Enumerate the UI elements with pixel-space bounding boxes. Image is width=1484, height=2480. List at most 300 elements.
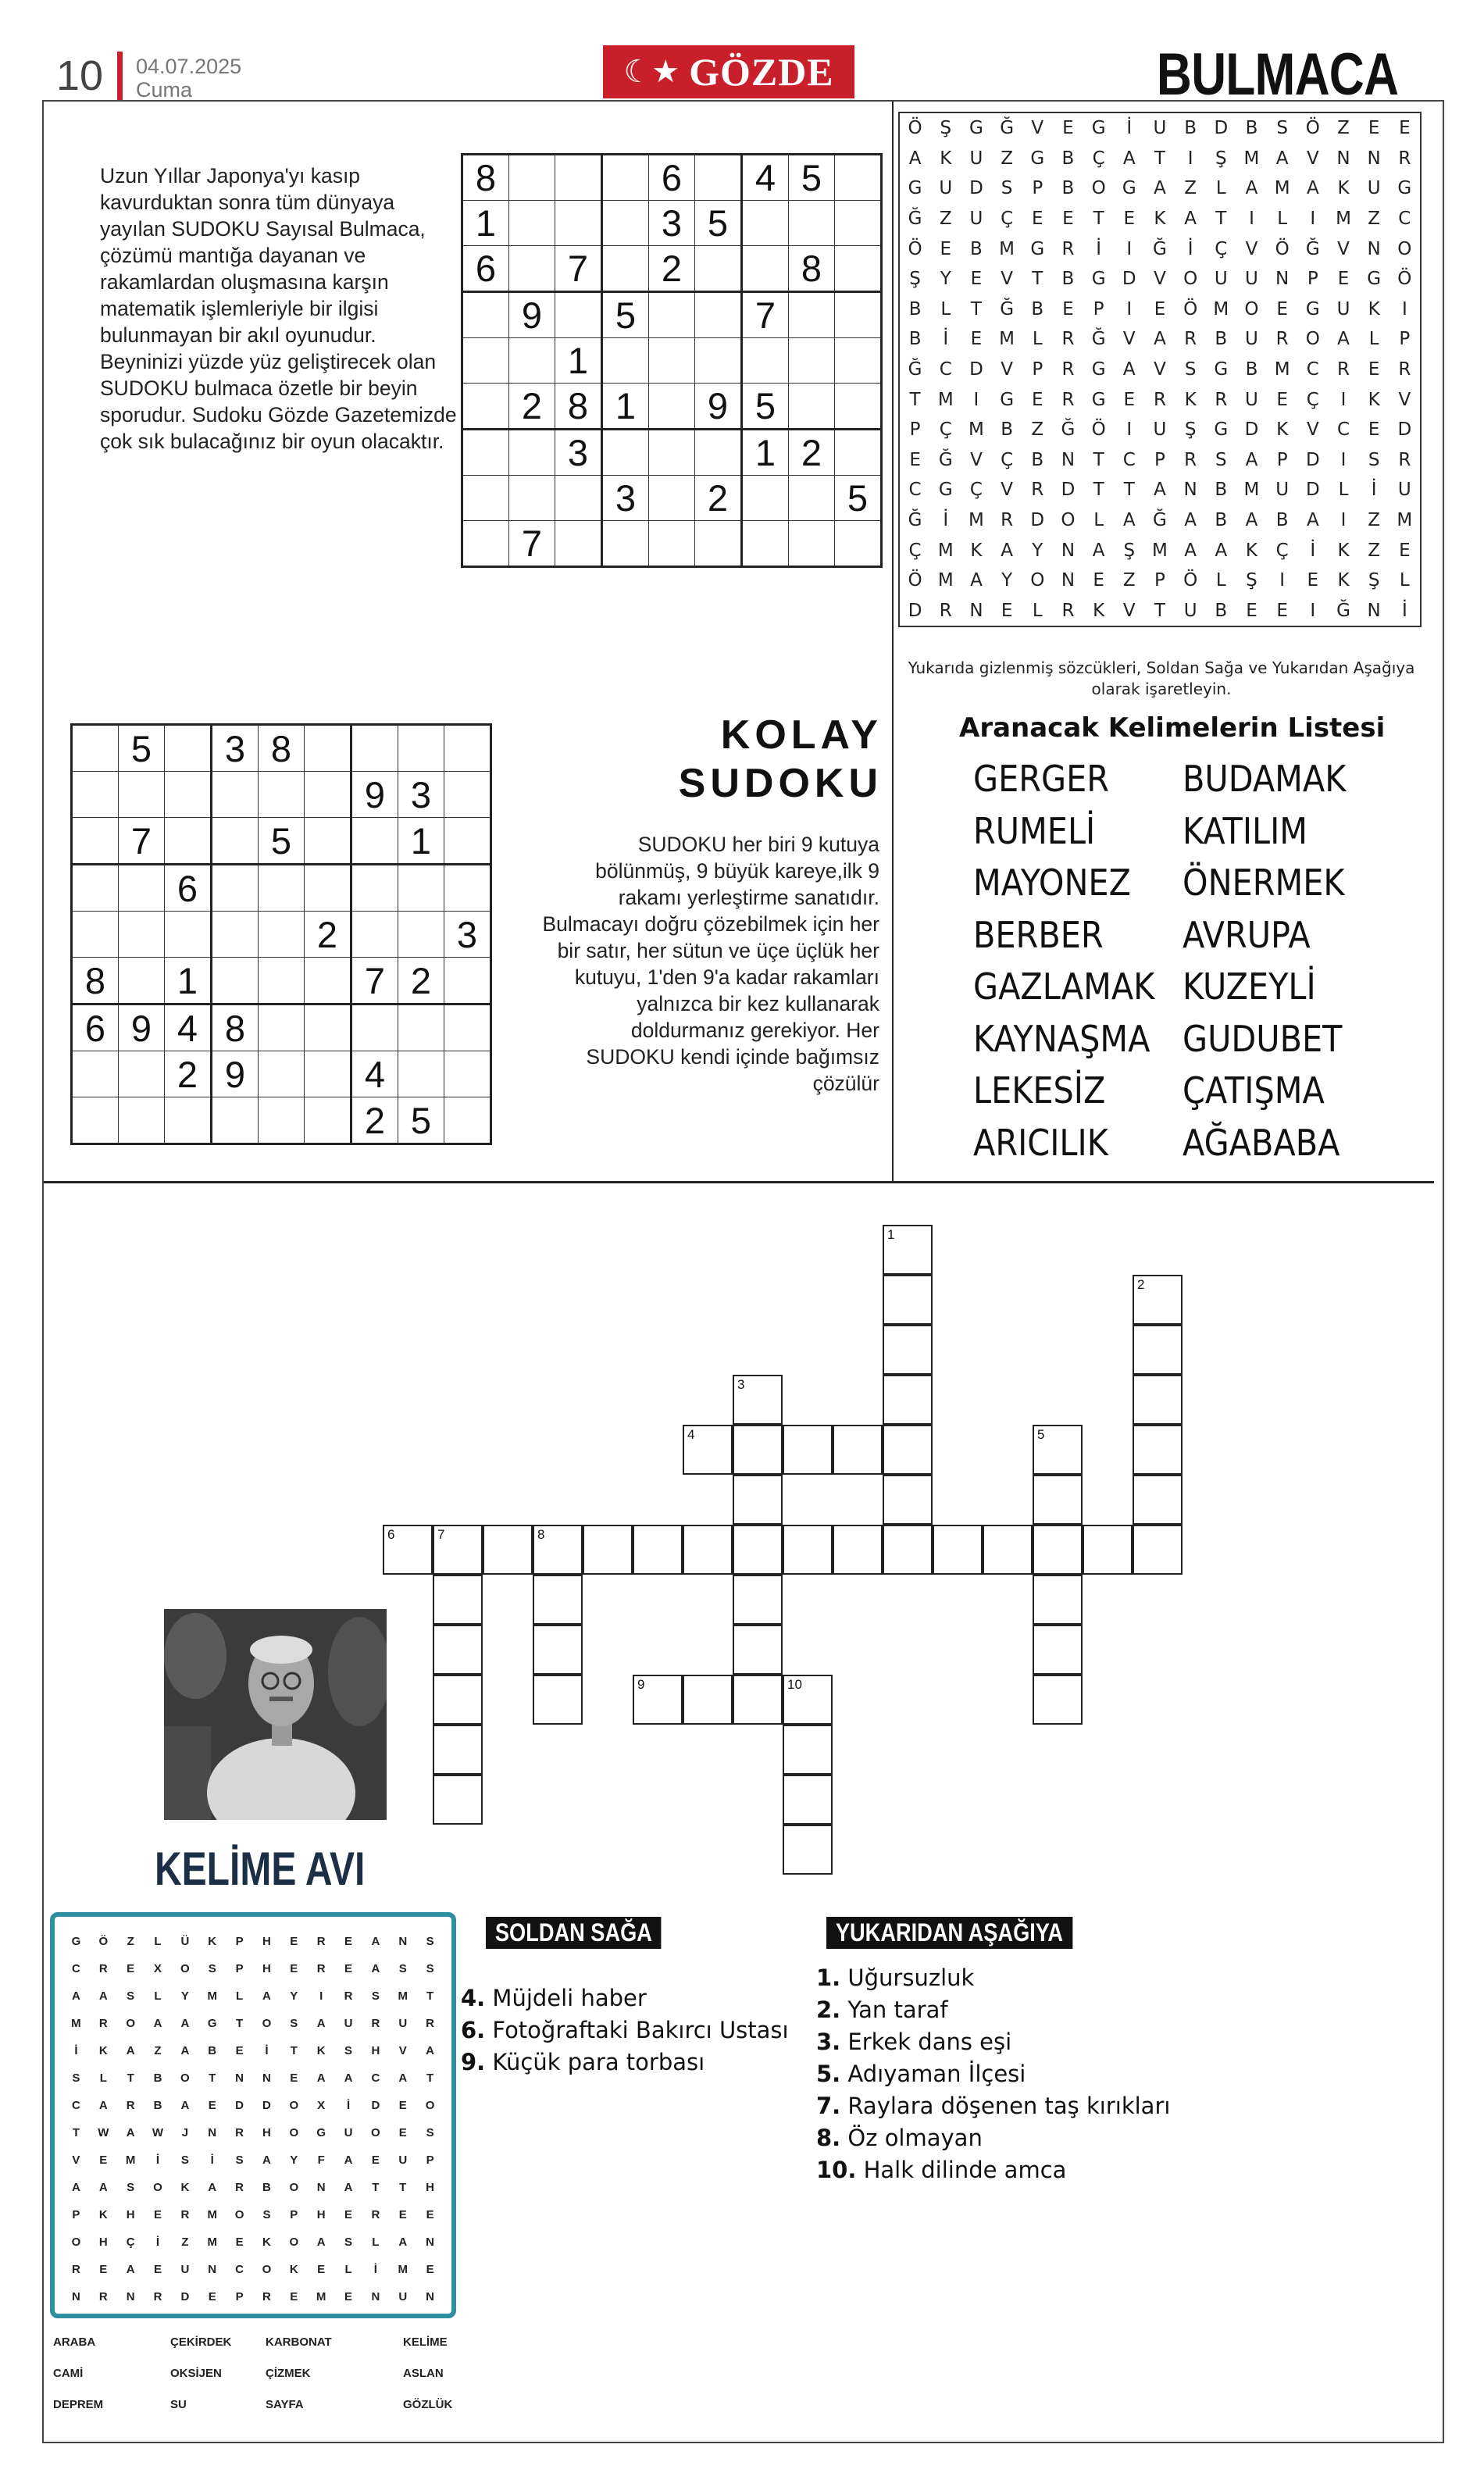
sudoku-cell[interactable] xyxy=(72,865,119,912)
sudoku-cell[interactable] xyxy=(509,155,555,201)
kelime-avi-letter[interactable]: R xyxy=(98,2290,108,2303)
kelime-avi-letter[interactable]: Z xyxy=(154,2044,162,2057)
word-search-letter[interactable]: P xyxy=(1307,269,1318,290)
word-search-letter[interactable]: C xyxy=(908,480,922,501)
sudoku-cell[interactable]: 8 xyxy=(789,246,835,292)
sudoku-cell[interactable] xyxy=(509,476,555,521)
kelime-avi-letter[interactable]: A xyxy=(98,2181,108,2194)
kelime-avi-letter[interactable]: T xyxy=(399,2181,407,2194)
kelime-avi-letter[interactable]: N xyxy=(371,2290,380,2303)
sudoku-cell[interactable] xyxy=(695,155,742,201)
sudoku-cell[interactable] xyxy=(305,1051,351,1097)
word-search-letter[interactable]: S xyxy=(1215,449,1227,470)
kelime-avi-letter[interactable]: A xyxy=(126,2126,135,2139)
kelime-avi-letter[interactable]: A xyxy=(316,2071,326,2085)
kelime-avi-letter[interactable]: U xyxy=(398,2017,408,2030)
crossword-cell[interactable] xyxy=(733,1475,783,1525)
kelime-avi-letter[interactable]: H xyxy=(98,2236,108,2249)
word-search-letter[interactable]: D xyxy=(1122,269,1136,290)
word-search-letter[interactable]: Ş xyxy=(1368,570,1380,591)
word-search-letter[interactable]: Ç xyxy=(908,540,922,561)
kelime-avi-letter[interactable]: L xyxy=(154,1989,162,2003)
word-search-letter[interactable]: A xyxy=(1154,178,1166,199)
kelime-avi-letter[interactable]: U xyxy=(180,2263,190,2276)
kelime-avi-letter[interactable]: H xyxy=(316,2208,326,2221)
word-search-letter[interactable]: M xyxy=(1152,540,1168,561)
word-search-letter[interactable]: P xyxy=(909,419,921,441)
word-search-letter[interactable]: Z xyxy=(1184,178,1197,199)
word-search-letter[interactable]: E xyxy=(1368,118,1380,139)
sudoku-cell[interactable] xyxy=(119,1097,165,1144)
kelime-avi-letter[interactable]: O xyxy=(262,2263,272,2276)
word-search-letter[interactable]: R xyxy=(1061,600,1075,621)
word-search-letter[interactable]: Ö xyxy=(1305,118,1320,139)
word-search-letter[interactable]: V xyxy=(1245,238,1258,259)
word-search-letter[interactable]: N xyxy=(1367,600,1381,621)
sudoku-cell[interactable] xyxy=(259,772,305,818)
kelime-avi-letter[interactable]: İ xyxy=(74,2044,78,2057)
kelime-avi-grid[interactable] xyxy=(50,1912,456,2318)
kelime-avi-letter[interactable]: M xyxy=(71,2017,81,2030)
word-search-letter[interactable]: Ş xyxy=(940,118,952,139)
word-search-letter[interactable]: U xyxy=(1153,118,1167,139)
word-search-letter[interactable]: D xyxy=(1305,449,1320,470)
sudoku-cell[interactable] xyxy=(509,201,555,246)
sudoku-cell[interactable] xyxy=(555,155,602,201)
kelime-avi-letter[interactable]: E xyxy=(426,2208,434,2221)
crossword-cell[interactable] xyxy=(1133,1375,1183,1425)
word-search-letter[interactable]: V xyxy=(1001,359,1013,380)
sudoku-cell[interactable] xyxy=(835,246,882,292)
sudoku-cell[interactable] xyxy=(462,521,509,567)
kelime-avi-letter[interactable]: E xyxy=(344,1935,353,1948)
kelime-avi-letter[interactable]: E xyxy=(127,1962,135,1975)
word-search-letter[interactable]: D xyxy=(969,359,983,380)
kelime-avi-letter[interactable]: M xyxy=(316,2290,326,2303)
word-search-letter[interactable]: M xyxy=(1397,510,1413,531)
kelime-avi-letter[interactable]: N xyxy=(398,1935,408,1948)
word-search-letter[interactable]: B xyxy=(1061,148,1075,169)
kelime-avi-letter[interactable]: E xyxy=(371,2153,380,2167)
word-search-letter[interactable]: E xyxy=(1276,298,1288,319)
word-search-letter[interactable]: O xyxy=(1244,298,1259,319)
crossword-cell[interactable] xyxy=(1033,1475,1083,1525)
word-search-letter[interactable]: K xyxy=(940,148,952,169)
sudoku-cell[interactable] xyxy=(695,338,742,384)
sudoku-cell[interactable] xyxy=(72,725,119,772)
kelime-avi-letter[interactable]: U xyxy=(398,2153,408,2167)
word-search-letter[interactable]: K xyxy=(1337,540,1350,561)
word-search-letter[interactable]: Ğ xyxy=(908,510,922,531)
sudoku-cell[interactable]: 2 xyxy=(351,1097,398,1144)
kelime-avi-letter[interactable]: U xyxy=(398,2290,408,2303)
kelime-avi-letter[interactable]: E xyxy=(154,2263,162,2276)
sudoku-cell[interactable] xyxy=(602,155,649,201)
word-search-letter[interactable]: P xyxy=(1154,570,1165,591)
kelime-avi-letter[interactable]: H xyxy=(426,2181,435,2194)
word-search-letter[interactable]: N xyxy=(969,600,983,621)
crossword-cell[interactable] xyxy=(433,1625,483,1675)
word-search-letter[interactable]: G xyxy=(1122,178,1136,199)
word-search-letter[interactable]: I xyxy=(1187,148,1193,169)
word-search-letter[interactable]: S xyxy=(1184,359,1197,380)
kelime-avi-letter[interactable]: N xyxy=(316,2181,326,2194)
kelime-avi-letter[interactable]: S xyxy=(426,2126,434,2139)
kelime-avi-letter[interactable]: S xyxy=(290,2017,298,2030)
word-search-letter[interactable]: B xyxy=(908,329,922,350)
kelime-avi-letter[interactable]: S xyxy=(426,1962,434,1975)
sudoku-cell[interactable] xyxy=(695,292,742,338)
sudoku-cell[interactable]: 7 xyxy=(351,958,398,1004)
word-search-letter[interactable]: B xyxy=(1184,118,1197,139)
word-search-letter[interactable]: T xyxy=(1093,449,1104,470)
kelime-avi-letter[interactable]: N xyxy=(426,2236,435,2249)
word-search-letter[interactable]: G xyxy=(1367,269,1382,290)
crossword-cell[interactable] xyxy=(783,1825,833,1875)
crossword-cell[interactable] xyxy=(433,1525,483,1575)
word-search-letter[interactable]: P xyxy=(1093,298,1104,319)
word-search-letter[interactable]: Y xyxy=(940,269,951,290)
sudoku-cell[interactable] xyxy=(789,201,835,246)
sudoku-cell[interactable]: 7 xyxy=(509,521,555,567)
word-search-letter[interactable]: D xyxy=(1305,480,1320,501)
kelime-avi-letter[interactable]: S xyxy=(262,2208,271,2221)
kelime-avi-letter[interactable]: K xyxy=(98,2208,108,2221)
sudoku-cell[interactable]: 9 xyxy=(351,772,398,818)
kelime-avi-letter[interactable]: P xyxy=(235,2290,244,2303)
sudoku-cell[interactable] xyxy=(119,912,165,958)
kelime-avi-letter[interactable]: D xyxy=(262,2099,271,2112)
sudoku-cell[interactable] xyxy=(695,430,742,476)
sudoku-cell[interactable]: 1 xyxy=(462,201,509,246)
crossword-cell[interactable] xyxy=(733,1375,783,1425)
word-search-letter[interactable]: K xyxy=(1276,419,1289,441)
sudoku-cell[interactable]: 8 xyxy=(462,155,509,201)
word-search-letter[interactable]: R xyxy=(1153,389,1166,410)
word-search-letter[interactable]: G xyxy=(1091,389,1106,410)
sudoku-cell[interactable]: 9 xyxy=(212,1051,259,1097)
word-search-letter[interactable]: L xyxy=(940,298,951,319)
word-search-letter[interactable]: R xyxy=(1337,359,1350,380)
word-search-letter[interactable]: E xyxy=(909,449,921,470)
word-search-letter[interactable]: D xyxy=(1397,419,1412,441)
sudoku-grid-1[interactable] xyxy=(461,153,883,568)
kelime-avi-letter[interactable]: K xyxy=(208,1935,217,1948)
word-search-grid[interactable] xyxy=(898,112,1422,627)
kelime-avi-letter[interactable]: B xyxy=(208,2044,217,2057)
kelime-avi-letter[interactable]: İ xyxy=(346,2099,351,2112)
kelime-avi-letter[interactable]: M xyxy=(207,1989,217,2003)
sudoku-cell[interactable] xyxy=(695,521,742,567)
word-search-letter[interactable]: A xyxy=(1306,178,1319,199)
sudoku-cell[interactable] xyxy=(165,772,212,818)
kelime-avi-letter[interactable]: E xyxy=(235,2044,244,2057)
crossword-cell[interactable] xyxy=(933,1525,983,1575)
word-search-letter[interactable]: A xyxy=(908,148,922,169)
word-search-letter[interactable]: U xyxy=(1153,419,1167,441)
word-search-letter[interactable]: A xyxy=(1245,510,1258,531)
kelime-avi-letter[interactable]: K xyxy=(262,2236,271,2249)
word-search-letter[interactable]: B xyxy=(1061,178,1075,199)
sudoku-cell[interactable] xyxy=(789,476,835,521)
word-search-letter[interactable]: Ç xyxy=(1275,540,1289,561)
sudoku-cell[interactable] xyxy=(444,1051,491,1097)
kelime-avi-letter[interactable]: R xyxy=(262,2290,271,2303)
crossword-cell[interactable] xyxy=(733,1575,783,1625)
word-search-letter[interactable]: L xyxy=(1093,510,1104,531)
sudoku-cell[interactable]: 4 xyxy=(351,1051,398,1097)
kelime-avi-letter[interactable]: C xyxy=(371,2071,380,2085)
word-search-letter[interactable]: Ğ xyxy=(908,359,922,380)
word-search-letter[interactable]: B xyxy=(1275,510,1289,531)
word-search-letter[interactable]: A xyxy=(1122,148,1136,169)
kelime-avi-letter[interactable]: E xyxy=(208,2099,216,2112)
word-search-letter[interactable]: Z xyxy=(1368,510,1381,531)
word-search-letter[interactable]: A xyxy=(1184,540,1197,561)
sudoku-cell[interactable] xyxy=(165,912,212,958)
sudoku-cell[interactable]: 1 xyxy=(398,818,444,865)
kelime-avi-letter[interactable]: S xyxy=(127,1989,135,2003)
kelime-avi-letter[interactable]: H xyxy=(262,2126,271,2139)
kelime-avi-letter[interactable]: H xyxy=(126,2208,135,2221)
kelime-avi-letter[interactable]: A xyxy=(426,2044,435,2057)
word-search-letter[interactable]: Ö xyxy=(1091,419,1106,441)
sudoku-cell[interactable]: 2 xyxy=(398,958,444,1004)
sudoku-cell[interactable]: 7 xyxy=(555,246,602,292)
kelime-avi-letter[interactable]: A xyxy=(126,2044,135,2057)
sudoku-cell[interactable]: 3 xyxy=(602,476,649,521)
crossword-cell[interactable] xyxy=(1033,1675,1083,1725)
word-search-letter[interactable]: R xyxy=(1398,359,1411,380)
sudoku-cell[interactable] xyxy=(649,384,695,430)
kelime-avi-letter[interactable]: Y xyxy=(290,2153,298,2167)
sudoku-cell[interactable] xyxy=(462,338,509,384)
word-search-letter[interactable]: I xyxy=(1126,419,1133,441)
word-search-letter[interactable]: B xyxy=(1215,329,1228,350)
sudoku-grid-2[interactable] xyxy=(70,723,492,1145)
kelime-avi-letter[interactable]: E xyxy=(290,1935,298,1948)
sudoku-cell[interactable] xyxy=(555,521,602,567)
word-search-letter[interactable]: Ğ xyxy=(1061,419,1076,441)
word-search-letter[interactable]: İ xyxy=(1310,540,1316,561)
word-search-letter[interactable]: V xyxy=(970,449,983,470)
word-search-letter[interactable]: L xyxy=(1338,480,1349,501)
kelime-avi-letter[interactable]: K xyxy=(316,2044,326,2057)
word-search-letter[interactable]: R xyxy=(1398,449,1411,470)
crossword-cell[interactable] xyxy=(433,1675,483,1725)
sudoku-cell[interactable]: 2 xyxy=(649,246,695,292)
kelime-avi-letter[interactable]: İ xyxy=(265,2044,269,2057)
kelime-avi-letter[interactable]: P xyxy=(235,1962,244,1975)
crossword-cell[interactable] xyxy=(1033,1575,1083,1625)
crossword-cell[interactable] xyxy=(883,1525,933,1575)
word-search-letter[interactable]: M xyxy=(969,419,984,441)
word-search-letter[interactable]: M xyxy=(999,238,1015,259)
kelime-avi-letter[interactable]: O xyxy=(180,2071,190,2085)
word-search-letter[interactable]: V xyxy=(1122,600,1136,621)
word-search-letter[interactable]: I xyxy=(1279,570,1286,591)
kelime-avi-letter[interactable]: P xyxy=(290,2208,298,2221)
kelime-avi-letter[interactable]: L xyxy=(154,1935,162,1948)
sudoku-cell[interactable]: 1 xyxy=(742,430,789,476)
kelime-avi-letter[interactable]: A xyxy=(98,2099,108,2112)
kelime-avi-letter[interactable]: E xyxy=(398,2099,407,2112)
word-search-letter[interactable]: A xyxy=(1245,178,1258,199)
word-search-letter[interactable]: M xyxy=(937,389,954,410)
word-search-letter[interactable]: E xyxy=(1276,600,1288,621)
kelime-avi-letter[interactable]: T xyxy=(127,2071,134,2085)
word-search-letter[interactable]: E xyxy=(1032,209,1043,230)
word-search-letter[interactable]: B xyxy=(1031,298,1044,319)
word-search-letter[interactable]: Ö xyxy=(1183,298,1198,319)
crossword-cell[interactable] xyxy=(1033,1625,1083,1675)
word-search-letter[interactable]: I xyxy=(1340,510,1347,531)
word-search-letter[interactable]: V xyxy=(1154,269,1166,290)
kelime-avi-letter[interactable]: O xyxy=(425,2099,435,2112)
word-search-letter[interactable]: Ö xyxy=(908,238,922,259)
sudoku-cell[interactable]: 6 xyxy=(165,865,212,912)
sudoku-cell[interactable] xyxy=(742,476,789,521)
crossword-cell[interactable] xyxy=(783,1725,833,1775)
word-search-letter[interactable]: Ğ xyxy=(1153,510,1167,531)
crossword-cell[interactable] xyxy=(733,1525,783,1575)
kelime-avi-letter[interactable]: A xyxy=(180,2044,190,2057)
word-search-letter[interactable]: V xyxy=(1154,359,1166,380)
word-search-letter[interactable]: C xyxy=(1398,209,1411,230)
word-search-letter[interactable]: V xyxy=(1031,118,1044,139)
sudoku-cell[interactable] xyxy=(742,246,789,292)
crossword-cell[interactable] xyxy=(883,1475,933,1525)
sudoku-cell[interactable] xyxy=(462,292,509,338)
word-search-letter[interactable]: R xyxy=(1061,329,1075,350)
word-search-letter[interactable]: M xyxy=(969,510,984,531)
word-search-letter[interactable]: A xyxy=(1122,359,1136,380)
kelime-avi-letter[interactable]: E xyxy=(290,1962,298,1975)
sudoku-cell[interactable]: 2 xyxy=(509,384,555,430)
word-search-letter[interactable]: B xyxy=(1245,359,1258,380)
sudoku-cell[interactable]: 6 xyxy=(462,246,509,292)
word-search-letter[interactable]: R xyxy=(1184,329,1197,350)
word-search-letter[interactable]: G xyxy=(908,178,922,199)
kelime-avi-letter[interactable]: O xyxy=(180,1962,190,1975)
word-search-letter[interactable]: A xyxy=(1001,540,1013,561)
kelime-avi-letter[interactable]: J xyxy=(181,2126,189,2139)
word-search-letter[interactable]: M xyxy=(1274,178,1290,199)
word-search-letter[interactable]: Y xyxy=(1001,570,1013,591)
word-search-letter[interactable]: I xyxy=(1310,209,1316,230)
word-search-letter[interactable]: Ğ xyxy=(1305,238,1320,259)
crossword-cell[interactable] xyxy=(1033,1525,1083,1575)
crossword-cell[interactable] xyxy=(1133,1475,1183,1525)
sudoku-cell[interactable]: 3 xyxy=(555,430,602,476)
word-search-letter[interactable]: Ş xyxy=(1215,148,1227,169)
kelime-avi-letter[interactable]: R xyxy=(98,1962,108,1975)
word-search-letter[interactable]: N xyxy=(1183,480,1197,501)
word-search-letter[interactable]: G xyxy=(1397,178,1412,199)
word-search-letter[interactable]: S xyxy=(1368,449,1380,470)
sudoku-cell[interactable] xyxy=(165,818,212,865)
kelime-avi-letter[interactable]: M xyxy=(398,1989,408,2003)
sudoku-cell[interactable]: 5 xyxy=(119,725,165,772)
kelime-avi-letter[interactable]: A xyxy=(262,1989,271,2003)
word-search-letter[interactable]: P xyxy=(1032,178,1043,199)
kelime-avi-letter[interactable]: N xyxy=(208,2126,217,2139)
sudoku-cell[interactable] xyxy=(259,1004,305,1051)
crossword-cell[interactable] xyxy=(833,1525,883,1575)
word-search-letter[interactable]: Ğ xyxy=(1153,238,1167,259)
crossword-cell[interactable] xyxy=(433,1575,483,1625)
kelime-avi-letter[interactable]: G xyxy=(207,2017,217,2030)
word-search-letter[interactable]: Z xyxy=(1368,209,1381,230)
word-search-letter[interactable]: Ö xyxy=(908,570,922,591)
word-search-letter[interactable]: Ğ xyxy=(1000,118,1015,139)
kelime-avi-letter[interactable]: E xyxy=(344,2290,353,2303)
kelime-avi-letter[interactable]: O xyxy=(71,2236,81,2249)
sudoku-cell[interactable] xyxy=(212,912,259,958)
kelime-avi-letter[interactable]: E xyxy=(235,2236,244,2249)
kelime-avi-letter[interactable]: X xyxy=(317,2099,326,2112)
crossword-cell[interactable] xyxy=(533,1525,583,1575)
kelime-avi-letter[interactable]: L xyxy=(236,1989,244,2003)
kelime-avi-letter[interactable]: R xyxy=(180,2208,190,2221)
kelime-avi-letter[interactable]: S xyxy=(344,2044,353,2057)
sudoku-cell[interactable] xyxy=(444,1097,491,1144)
word-search-letter[interactable]: U xyxy=(1245,389,1258,410)
sudoku-cell[interactable] xyxy=(305,1004,351,1051)
word-search-letter[interactable]: A xyxy=(1306,510,1319,531)
word-search-letter[interactable]: V xyxy=(1122,329,1136,350)
sudoku-cell[interactable]: 8 xyxy=(212,1004,259,1051)
kelime-avi-letter[interactable]: R xyxy=(153,2290,162,2303)
sudoku-cell[interactable] xyxy=(555,201,602,246)
sudoku-cell[interactable] xyxy=(72,912,119,958)
word-search-letter[interactable]: A xyxy=(1275,148,1289,169)
crossword-cell[interactable] xyxy=(883,1325,933,1375)
word-search-letter[interactable]: E xyxy=(1246,600,1257,621)
kelime-avi-letter[interactable]: R xyxy=(371,2208,380,2221)
kelime-avi-letter[interactable]: D xyxy=(180,2290,190,2303)
word-search-letter[interactable]: I xyxy=(1401,298,1407,319)
word-search-letter[interactable]: D xyxy=(1214,118,1229,139)
sudoku-cell[interactable]: 2 xyxy=(165,1051,212,1097)
sudoku-cell[interactable] xyxy=(351,818,398,865)
word-search-letter[interactable]: B xyxy=(1215,510,1228,531)
word-search-letter[interactable]: R xyxy=(939,600,952,621)
word-search-letter[interactable]: C xyxy=(939,359,952,380)
kelime-avi-letter[interactable]: G xyxy=(316,2126,326,2139)
kelime-avi-letter[interactable]: M xyxy=(125,2153,136,2167)
crossword-cell[interactable] xyxy=(883,1425,933,1475)
word-search-letter[interactable]: M xyxy=(1243,480,1260,501)
sudoku-cell[interactable]: 2 xyxy=(789,430,835,476)
word-search-letter[interactable]: V xyxy=(1001,480,1013,501)
sudoku-cell[interactable] xyxy=(305,1097,351,1144)
kelime-avi-letter[interactable]: O xyxy=(289,2126,299,2139)
kelime-avi-letter[interactable]: S xyxy=(72,2071,80,2085)
sudoku-cell[interactable] xyxy=(398,865,444,912)
sudoku-cell[interactable] xyxy=(835,201,882,246)
word-search-letter[interactable]: L xyxy=(1215,570,1226,591)
sudoku-cell[interactable] xyxy=(398,912,444,958)
word-search-letter[interactable]: B xyxy=(1061,269,1075,290)
word-search-letter[interactable]: P xyxy=(1399,329,1411,350)
sudoku-cell[interactable] xyxy=(602,201,649,246)
word-search-letter[interactable]: T xyxy=(1093,209,1104,230)
kelime-avi-letter[interactable]: Z xyxy=(127,1935,134,1948)
kelime-avi-letter[interactable]: M xyxy=(207,2208,217,2221)
sudoku-cell[interactable] xyxy=(305,725,351,772)
sudoku-cell[interactable] xyxy=(835,384,882,430)
